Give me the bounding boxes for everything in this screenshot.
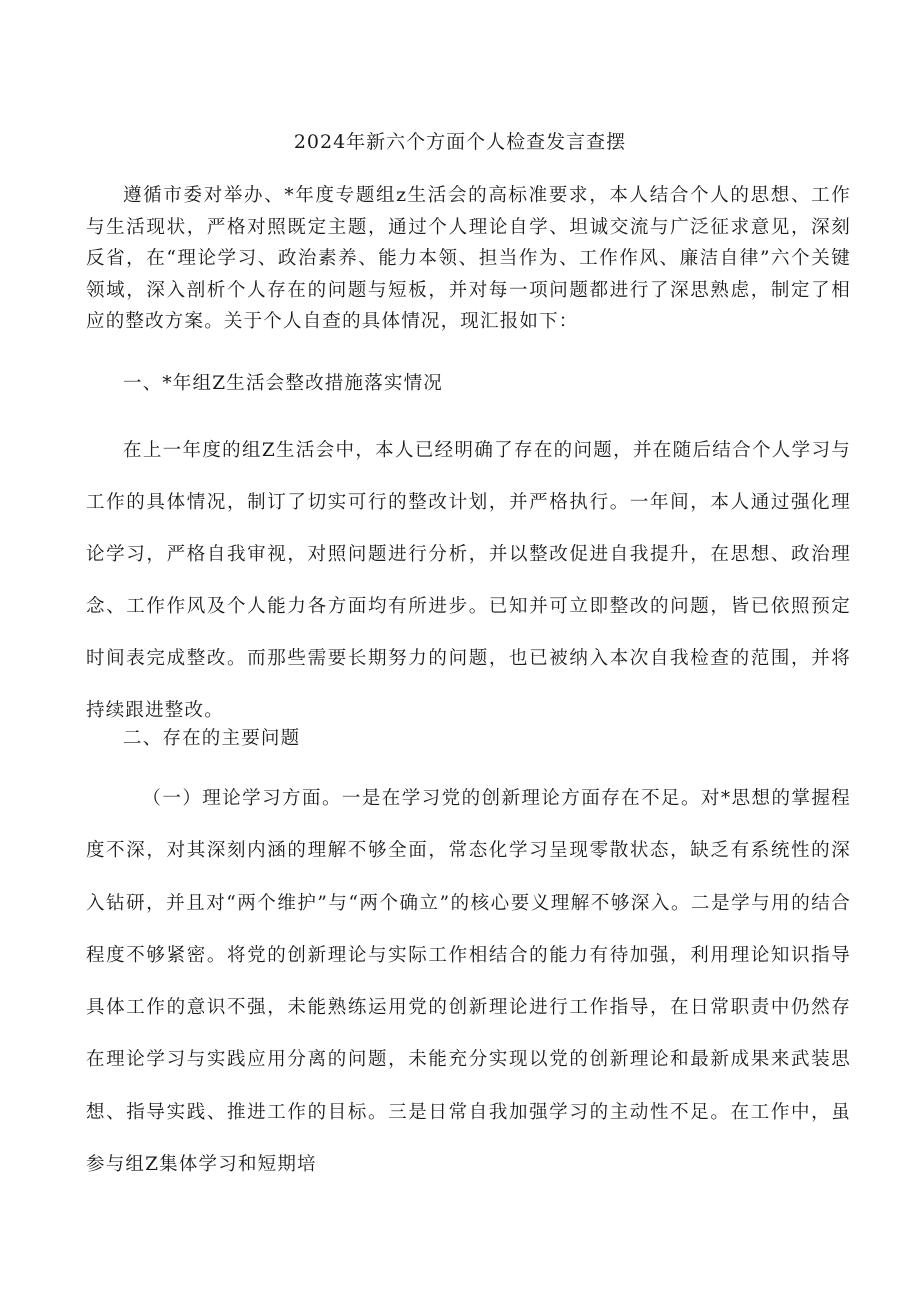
document-title: 2024年新六个方面个人检查发言查摆 [293, 131, 627, 153]
intro-paragraph: 遵循市委对举办、*年度专题组z生活会的高标准要求，本人结合个人的思想、工作与生活现状，严格对照既定主题，通过个人理论自学、坦诚交流与广泛征求意见，深刻反省，在“理论学习、政治素养、能力本领、担当作为、工作作风、廉洁自律”六个关键领域，深入剖析个人存在的问题与短板，并对每一项问题都进行了深思熟虑，制定了相应的整改方案。关于个人自查的具体情况，现汇报如下： [86, 185, 851, 332]
section-one-heading: 一、*年组Z生活会整改措施落实情况 [123, 373, 444, 394]
section-one-paragraph: 在上一年度的组Z生活会中，本人已经明确了存在的问题，并在随后结合个人学习与工作的具体情况，制订了切实可行的整改计划，并严格执行。一年间，本人通过强化理论学习，严格自我审视，对照问题进行分析，并以整改促进自我提升，在思想、政治理念、工作作风及个人能力各方面均有所进步。已知并可立即整改的问题，皆已依照预定时间表完成整改。而那些需要长期努力的问题，也已被纳入本次自我检查的范围，并将持续跟进整改。 [86, 440, 851, 721]
section-two-heading: 二、存在的主要问题 [123, 728, 301, 749]
section-two-paragraph: （一）理论学习方面。一是在学习党的创新理论方面存在不足。对*思想的掌握程度不深，对其深刻内涵的理解不够全面，常态化学习呈现零散状态，缺乏有系统性的深入钻研，并且对“两个维护”与“两个确立”的核心要义理解不够深入。二是学与用的结合程度不够紧密。将党的创新理论与实际工作相结合的能力有待加强，利用理论知识指导具体工作的意识不强，未能熟练运用党的创新理论进行工作指导，在日常职责中仍然存在理论学习与实践应用分离的问题，未能充分实现以党的创新理论和最新成果来武装思想、指导实践、推进工作的目标。三是日常自我加强学习的主动性不足。在工作中，虽参与组Z集体学习和短期培 [86, 788, 851, 1176]
